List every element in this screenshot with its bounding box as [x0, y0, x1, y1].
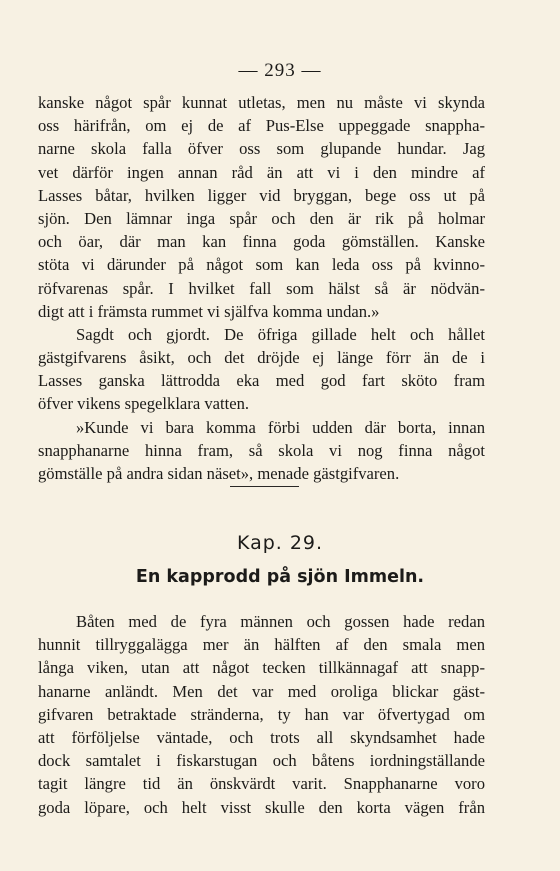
text-line: stöta vi därunder på något som kan leda oss på kvinno-	[38, 255, 485, 275]
text-line: Lasses båtar, hvilken ligger vid bryggan, bege oss ut på	[38, 185, 485, 205]
text-line: gifvaren betraktade stränderna, ty han var öfvertygad om	[38, 704, 485, 724]
text-line: Båten med de fyra männen och gossen hade redan	[76, 612, 485, 631]
text-line: digt att i främsta rummet vi själfva komma undan.»	[38, 301, 380, 321]
chapter-label: Kap. 29.	[236, 532, 324, 554]
text-line: Lasses ganska lättrodda eka med god fart sköto fram	[38, 371, 485, 391]
text-line: tagit längre tid än önskvärdt varit. Snapphanarne voro	[38, 774, 485, 794]
chapter-title: En kapprodd på sjön Immeln.	[135, 567, 425, 587]
text-line: röfvarenas spår. I hvilket fall som hälst så är nödvän-	[38, 278, 485, 298]
text-line: att förföljelse väntade, och trots all skyndsamhet hade	[38, 727, 485, 747]
text-line: Sagdt och gjordt. De öfriga gillade helt och hållet	[76, 324, 485, 344]
text-line: långa viken, utan att något tecken tillkännagaf att snapp-	[38, 658, 485, 678]
text-line: snapphanarne hinna fram, så skola vi nog finna något	[38, 440, 485, 460]
text-line: kanske något spår kunnat utletas, men nu måste vi skynda	[38, 93, 485, 112]
section-divider	[230, 486, 299, 487]
text-line: gömställe på andra sidan näset», menade gästgifvaren.	[38, 464, 400, 483]
body-text-top	[38, 91, 485, 485]
text-line: gästgifvarens åsikt, och det dröjde ej länge förr än de i	[38, 348, 485, 368]
text-line: hanarne anländt. Men det var med oroliga blickar gäst-	[38, 681, 485, 701]
text-line: »Kunde vi bara komma förbi udden där borta, innan	[76, 417, 485, 437]
text-line: öfver vikens spegelklara vatten.	[38, 394, 250, 414]
text-line: oss härifrån, om ej de af Pus-Else uppeggade snappha-	[38, 116, 485, 136]
text-line: goda löpare, och helt visst skulle den korta vägen från	[38, 797, 485, 817]
text-line: narne skola falla öfver oss som glupande hundar. Jag	[38, 139, 485, 159]
text-line: hunnit tillryggalägga mer än hälften af den smala men	[38, 635, 485, 655]
text-line: dock samtalet i fiskarstugan och båtens iordningställande	[38, 751, 485, 771]
text-line: vet därför ingen annan råd än att vi i den mindre af	[38, 162, 485, 182]
body-text-bottom	[38, 610, 485, 819]
text-line: sjön. Den lämnar inga spår och den är rik på holmar	[38, 208, 485, 228]
page-number: — 293 —	[238, 60, 322, 81]
text-line: och öar, där man kan finna goda gömställen. Kanske	[38, 232, 485, 252]
